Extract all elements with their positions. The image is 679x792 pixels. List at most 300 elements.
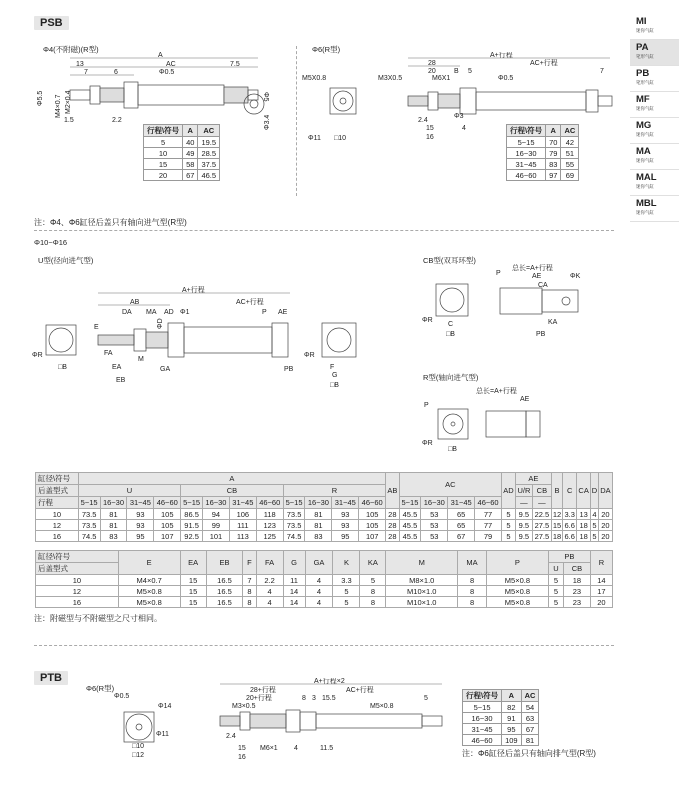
table-cell: 3.3 <box>333 575 360 586</box>
sidebar-item-subtitle: 迷你气缸 <box>636 184 654 189</box>
table-header-cell: 31~45 <box>448 497 475 509</box>
table-cell: 10 <box>144 148 183 159</box>
svg-text:□B: □B <box>446 331 455 338</box>
table-cell: 23 <box>563 597 590 608</box>
svg-text:Φ0.5: Φ0.5 <box>114 693 130 700</box>
table-row <box>36 531 613 542</box>
table-cell: 97 <box>546 170 561 181</box>
svg-text:16: 16 <box>426 134 434 141</box>
table-cell: 93 <box>332 509 359 520</box>
table-cell: 93 <box>127 520 154 531</box>
table-header-cell: AC <box>198 125 220 137</box>
table-cell: M4×0.7 <box>118 575 180 586</box>
psb-phi6-title: Φ6(R型) <box>312 45 341 54</box>
table-cell: 18 <box>577 520 591 531</box>
svg-text:15.5: 15.5 <box>322 695 336 702</box>
svg-text:6: 6 <box>114 69 118 76</box>
table-header-cell: EA <box>180 551 206 575</box>
table-cell: 16.5 <box>206 597 243 608</box>
table-cell: 91.5 <box>181 520 203 531</box>
section-divider-1 <box>34 230 614 231</box>
table-cell: 5 <box>333 586 360 597</box>
table-cell: 4 <box>256 586 283 597</box>
table-cell: 6.6 <box>564 531 575 541</box>
table-row <box>463 735 539 746</box>
svg-text:7: 7 <box>84 69 88 76</box>
table-cell: 7 <box>243 575 256 586</box>
table-cell: 5 <box>548 575 563 586</box>
svg-text:AE: AE <box>278 309 288 316</box>
table-row <box>144 170 220 181</box>
sidebar-item-code: MI <box>636 16 647 27</box>
table-header-cell: AE <box>515 473 551 485</box>
table-cell: 28.5 <box>198 148 220 159</box>
table-row <box>36 551 613 563</box>
sidebar-item-pa[interactable] <box>630 40 679 66</box>
svg-text:□10: □10 <box>132 743 145 750</box>
table-cell: 65 <box>448 509 475 520</box>
svg-text:4: 4 <box>294 745 298 752</box>
table-header-cell: CB <box>563 563 590 575</box>
table-cell: 18 <box>563 575 590 586</box>
table-header-cell: 16~30 <box>421 497 448 509</box>
svg-text:1.5: 1.5 <box>64 117 74 124</box>
table-cell: 51 <box>561 148 579 159</box>
svg-text:5: 5 <box>424 695 428 702</box>
psb-phi4-title: Φ4(不附磁)(R型) <box>43 45 99 54</box>
svg-text:A+行程: A+行程 <box>490 52 513 59</box>
table-cell: 15 <box>180 586 206 597</box>
svg-text:CA: CA <box>538 282 548 289</box>
table-cell: 22.5 <box>532 509 551 520</box>
sidebar-item-code: PA <box>636 42 649 53</box>
table-row <box>144 148 220 159</box>
svg-text:F: F <box>330 364 335 371</box>
ptb-side-view <box>218 678 448 762</box>
svg-text:AB: AB <box>130 299 140 306</box>
table-cell: 74.5 <box>78 531 100 542</box>
svg-text:□B: □B <box>330 382 339 389</box>
table-cell: 3.3 <box>564 509 575 519</box>
table-cell: 70 <box>546 137 561 148</box>
sidebar-item-mg[interactable] <box>630 118 679 144</box>
table-header-cell: 5~15 <box>283 497 305 509</box>
table-cell: 105 <box>154 509 181 520</box>
table-cell: 8 <box>458 597 487 608</box>
svg-text:Φ0.5: Φ0.5 <box>498 75 514 82</box>
sidebar-item-mbl[interactable] <box>630 196 679 222</box>
svg-text:7: 7 <box>600 68 604 75</box>
table-header-cell: DA <box>598 473 612 509</box>
table-header-cell: R <box>590 551 612 575</box>
psb-phi6-stroke-table <box>506 124 579 181</box>
table-cell: 16~30 <box>507 148 546 159</box>
svg-text:AC: AC <box>166 61 176 68</box>
table-cell: 16 <box>36 531 79 542</box>
ptb-title: Φ6(R型) <box>86 684 115 693</box>
table-header-cell: KA <box>360 551 386 575</box>
table-cell: 95 <box>332 531 359 542</box>
table-cell: 8 <box>458 575 487 586</box>
sidebar-item-subtitle: 笔形气缸 <box>636 54 654 59</box>
svg-text:Φ1: Φ1 <box>180 309 190 316</box>
cb-type-drawing <box>420 262 590 342</box>
table-header-cell: M <box>386 551 458 575</box>
svg-text:KA: KA <box>548 319 558 326</box>
table-header-cell: AC <box>561 125 579 137</box>
mid-range-title: Φ10~Φ16 <box>34 238 68 247</box>
table-cell: 28 <box>386 520 399 531</box>
table-cell: 4 <box>305 586 333 597</box>
table-header-cell: A <box>183 125 198 137</box>
table-row <box>144 137 220 148</box>
table-cell: 8 <box>243 586 256 597</box>
svg-text:M3×0.5: M3×0.5 <box>232 703 256 710</box>
table-cell: 55 <box>561 159 579 170</box>
sidebar-item-code: MAL <box>636 172 657 183</box>
table-header-cell: R <box>283 485 385 497</box>
table-cell: 81 <box>521 735 539 746</box>
table-header-cell: 31~45 <box>229 497 256 509</box>
svg-text:ΦK: ΦK <box>570 273 581 280</box>
table-cell: 99 <box>203 520 230 531</box>
svg-text:M5X0.8: M5X0.8 <box>302 75 327 82</box>
table-cell: 5 <box>502 531 516 542</box>
table-cell: 20 <box>144 170 183 181</box>
table-header-cell: GA <box>305 551 333 575</box>
svg-text:P: P <box>424 402 429 409</box>
svg-text:Φ5: Φ5 <box>262 92 269 102</box>
sidebar-item-ma[interactable] <box>630 144 679 170</box>
table-header-cell: 行程 <box>36 497 79 509</box>
table-header-cell: K <box>333 551 360 575</box>
table-cell: 125 <box>256 531 283 542</box>
table-cell: 69 <box>561 170 579 181</box>
table-cell: 31~45 <box>507 159 546 170</box>
table-cell: 73.5 <box>283 509 305 520</box>
table-cell: 45.5 <box>399 509 421 520</box>
table-cell: 107 <box>359 531 386 542</box>
table-cell: 91 <box>502 713 522 724</box>
table-cell: 10 <box>36 509 79 520</box>
sidebar-item-mi[interactable] <box>630 14 679 40</box>
table-header-cell: 46~60 <box>154 497 181 509</box>
table-cell: 79 <box>475 531 502 542</box>
sidebar-item-subtitle: 迷你气缸 <box>636 106 654 111</box>
svg-text:16: 16 <box>238 754 246 761</box>
table-cell: 5~15 <box>463 702 502 713</box>
table-cell: 83 <box>305 531 332 542</box>
table-cell: 14 <box>283 586 305 597</box>
svg-text:ΦR: ΦR <box>422 440 433 447</box>
table-header-cell: AC <box>399 473 501 497</box>
table-cell: 81 <box>100 520 127 531</box>
table-cell: 12 <box>36 586 119 597</box>
table-cell: 105 <box>154 520 181 531</box>
table-cell: 5 <box>333 597 360 608</box>
table-cell: 123 <box>256 520 283 531</box>
table-cell: 53 <box>421 509 448 520</box>
table-header-cell: 行程\符号 <box>507 125 546 137</box>
table-cell: 23 <box>563 586 590 597</box>
table-row <box>36 473 613 485</box>
svg-text:PB: PB <box>536 331 546 338</box>
table-cell: 5 <box>502 520 516 531</box>
table-cell: 18 <box>577 531 591 542</box>
table-cell: M5×0.8 <box>118 597 180 608</box>
table-cell: 94 <box>203 509 230 520</box>
table-cell: 113 <box>229 531 256 542</box>
svg-text:A+行程: A+行程 <box>182 287 205 294</box>
table-cell: 17 <box>590 586 612 597</box>
svg-text:M2×0.4: M2×0.4 <box>65 90 72 114</box>
u-type-drawing <box>30 285 365 390</box>
svg-text:15: 15 <box>238 745 246 752</box>
table-cell: 11 <box>283 575 305 586</box>
table-b-note: 注：附磁型与不附磁型之尺寸相同。 <box>34 614 162 623</box>
table-row <box>507 148 579 159</box>
svg-text:M3X0.5: M3X0.5 <box>378 75 403 82</box>
table-row <box>463 724 539 735</box>
table-row <box>36 485 613 497</box>
table-row <box>507 137 579 148</box>
svg-text:P: P <box>496 270 501 277</box>
table-cell: M8×1.0 <box>386 575 458 586</box>
table-header-cell: MA <box>458 551 487 575</box>
sidebar-item-code: MF <box>636 94 650 105</box>
table-cell: 8 <box>360 586 386 597</box>
table-cell: 83 <box>100 531 127 542</box>
table-header-cell: 后盖型式 <box>36 485 79 497</box>
table-cell: 65 <box>448 520 475 531</box>
table-header-cell: A <box>502 690 522 702</box>
table-header-cell: 5~15 <box>78 497 100 509</box>
table-cell: 12 <box>552 509 562 519</box>
table-cell: 46~60 <box>507 170 546 181</box>
table-cell: 101 <box>203 531 230 542</box>
table-cell: 16 <box>36 597 119 608</box>
table-cell: M5×0.8 <box>118 586 180 597</box>
table-header-cell: 46~60 <box>359 497 386 509</box>
table-cell: M10×1.0 <box>386 586 458 597</box>
cb-type-title: CB型(双耳环型) <box>423 256 476 265</box>
table-cell: 5 <box>144 137 183 148</box>
table-cell: M5×0.8 <box>486 597 548 608</box>
table-header-cell: U <box>78 485 180 497</box>
svg-text:20: 20 <box>428 68 436 75</box>
table-header-cell: 后盖型式 <box>36 563 119 575</box>
table-cell: 20 <box>598 531 612 542</box>
svg-text:Φ14: Φ14 <box>158 703 172 710</box>
svg-text:M: M <box>138 356 144 363</box>
table-cell: 4 <box>305 575 333 586</box>
table-header-cell: 行程\符号 <box>144 125 183 137</box>
sidebar-item-subtitle: 笔形气缸 <box>636 80 654 85</box>
r-type-drawing <box>420 385 580 455</box>
table-header-cell: EB <box>206 551 243 575</box>
svg-text:□10: □10 <box>334 135 347 142</box>
table-cell: 9.5 <box>515 520 532 531</box>
table-cell: 5 <box>592 531 597 541</box>
table-header-cell: 5~15 <box>399 497 421 509</box>
table-header-cell: AB <box>386 473 399 509</box>
svg-text:PB: PB <box>284 366 294 373</box>
psb-note: 注：Φ4、Φ6缸径后盖只有轴向进气型(R型) <box>34 218 187 227</box>
psb-phi4-end-view <box>240 90 280 140</box>
table-cell: 118 <box>256 509 283 520</box>
table-header-cell: 行程\符号 <box>463 690 502 702</box>
table-cell: 46.5 <box>198 170 220 181</box>
table-cell: 109 <box>502 735 522 746</box>
table-cell: 15 <box>552 520 562 530</box>
svg-text:4: 4 <box>462 125 466 132</box>
svg-text:2.2: 2.2 <box>112 117 122 124</box>
svg-text:AC+行程: AC+行程 <box>236 299 264 306</box>
spec-table-b <box>35 550 613 608</box>
svg-text:2.4: 2.4 <box>226 733 236 740</box>
table-header-cell: C <box>563 473 577 509</box>
table-cell: 15 <box>180 575 206 586</box>
table-header-row <box>463 690 539 702</box>
table-header-row <box>144 125 220 137</box>
table-cell: 92.5 <box>181 531 203 542</box>
table-header-cell: A <box>78 473 385 485</box>
table-cell: 53 <box>421 520 448 531</box>
table-cell: 54 <box>521 702 539 713</box>
table-cell: 37.5 <box>198 159 220 170</box>
table-cell: 15 <box>180 597 206 608</box>
table-row <box>144 159 220 170</box>
table-cell: 82 <box>502 702 522 713</box>
table-cell: 81 <box>305 509 332 520</box>
table-cell: 31~45 <box>463 724 502 735</box>
table-cell: 53 <box>421 531 448 542</box>
psb-phi4-stroke-table <box>143 124 220 181</box>
table-header-cell: U <box>548 563 563 575</box>
ptb-stroke-table <box>462 689 539 746</box>
sidebar-item-mf[interactable] <box>630 92 679 118</box>
table-cell: 5 <box>360 575 386 586</box>
table-header-cell: 16~30 <box>203 497 230 509</box>
table-header-cell: 16~30 <box>100 497 127 509</box>
svg-text:AE: AE <box>532 273 542 280</box>
table-header-cell: U/R <box>515 485 532 497</box>
svg-text:P: P <box>262 309 267 316</box>
svg-text:MA: MA <box>146 309 157 316</box>
svg-text:2.4: 2.4 <box>418 117 428 124</box>
table-cell: 16~30 <box>463 713 502 724</box>
svg-text:11.5: 11.5 <box>320 745 334 752</box>
table-cell: M5×0.8 <box>486 575 548 586</box>
table-header-cell: E <box>118 551 180 575</box>
svg-text:Φ11: Φ11 <box>308 135 321 142</box>
svg-text:13: 13 <box>76 61 84 68</box>
svg-text:M6X1: M6X1 <box>432 75 451 82</box>
table-cell: 83 <box>546 159 561 170</box>
table-header-cell: 缸径\符号 <box>36 551 119 563</box>
table-cell: 93 <box>332 520 359 531</box>
svg-text:总长=A+行程: 总长=A+行程 <box>476 388 517 395</box>
table-row <box>36 586 613 597</box>
svg-text:5: 5 <box>468 68 472 75</box>
table-header-row <box>507 125 579 137</box>
svg-text:C: C <box>448 321 454 328</box>
svg-text:AE: AE <box>520 396 530 403</box>
table-cell: 111 <box>229 520 256 531</box>
svg-text:ΦR: ΦR <box>32 352 43 359</box>
table-header-cell: AC <box>521 690 539 702</box>
svg-text:AD: AD <box>164 309 174 316</box>
table-cell: 74.5 <box>283 531 305 542</box>
table-cell: 49 <box>183 148 198 159</box>
table-cell: 18 <box>552 531 562 541</box>
svg-text:ΦR: ΦR <box>422 317 433 324</box>
psb-section-tag: PSB <box>34 16 69 30</box>
table-header-cell: B <box>551 473 562 509</box>
svg-text:3: 3 <box>312 695 316 702</box>
table-row <box>507 170 579 181</box>
svg-text:GA: GA <box>160 366 171 373</box>
table-cell: 20 <box>590 597 612 608</box>
table-cell: 77 <box>475 509 502 520</box>
svg-text:ΦD: ΦD <box>157 318 164 329</box>
table-cell: 58 <box>183 159 198 170</box>
table-cell: 45.5 <box>399 531 421 542</box>
table-header-cell: G <box>283 551 305 575</box>
svg-text:□12: □12 <box>132 752 145 759</box>
table-header-cell: PB <box>548 551 590 563</box>
table-cell: 20 <box>598 520 612 531</box>
table-cell: 28 <box>386 531 399 542</box>
table-cell: 16.5 <box>206 586 243 597</box>
table-cell: 46~60 <box>463 735 502 746</box>
table-cell: 105 <box>359 509 386 520</box>
table-cell: 73.5 <box>78 509 100 520</box>
svg-text:M4×0.7: M4×0.7 <box>55 94 62 118</box>
ptb-section-tag: PTB <box>34 671 68 685</box>
table-cell: 81 <box>100 509 127 520</box>
table-header-cell: 46~60 <box>256 497 283 509</box>
table-cell: 106 <box>229 509 256 520</box>
svg-text:FA: FA <box>104 350 113 357</box>
r-type-title: R型(轴向进气型) <box>423 373 479 382</box>
table-cell: 67 <box>521 724 539 735</box>
table-header-cell: — <box>532 497 551 509</box>
table-cell: 5 <box>592 520 597 530</box>
ptb-note: 注：Φ6缸径后盖只有轴向排气型(R型) <box>462 749 596 758</box>
table-cell: 5 <box>502 509 516 520</box>
sidebar-item-pb[interactable] <box>630 66 679 92</box>
table-cell: 13 <box>577 509 591 520</box>
table-cell: 5 <box>548 597 563 608</box>
table-header-cell: 5~15 <box>181 497 203 509</box>
table-cell: 20 <box>598 509 612 520</box>
table-cell: 8 <box>243 597 256 608</box>
svg-text:A+行程×2: A+行程×2 <box>314 678 345 685</box>
table-cell: 95 <box>502 724 522 735</box>
table-cell: 16.5 <box>206 575 243 586</box>
table-row <box>463 713 539 724</box>
table-cell: 2.2 <box>256 575 283 586</box>
sidebar-item-mal[interactable] <box>630 170 679 196</box>
svg-text:20+行程: 20+行程 <box>246 695 272 702</box>
table-header-cell: CB <box>181 485 283 497</box>
table-header-cell: 16~30 <box>305 497 332 509</box>
table-cell: 107 <box>154 531 181 542</box>
table-cell: M10×1.0 <box>386 597 458 608</box>
table-cell: 14 <box>590 575 612 586</box>
table-cell: 95 <box>127 531 154 542</box>
